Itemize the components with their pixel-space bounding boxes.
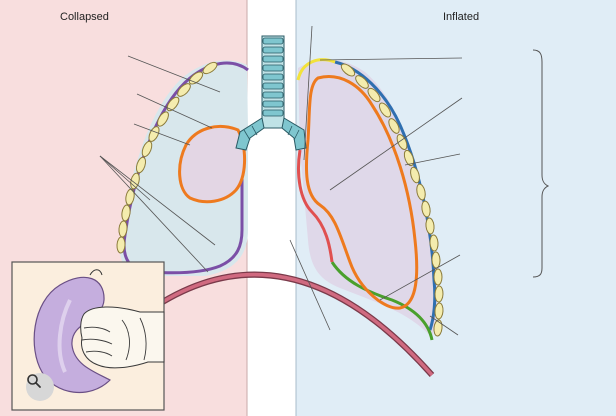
image-search-button[interactable] bbox=[26, 373, 54, 401]
search-icon bbox=[26, 373, 42, 389]
inflated-label: Inflated bbox=[443, 11, 480, 23]
collapsed-label: Collapsed bbox=[60, 11, 109, 23]
